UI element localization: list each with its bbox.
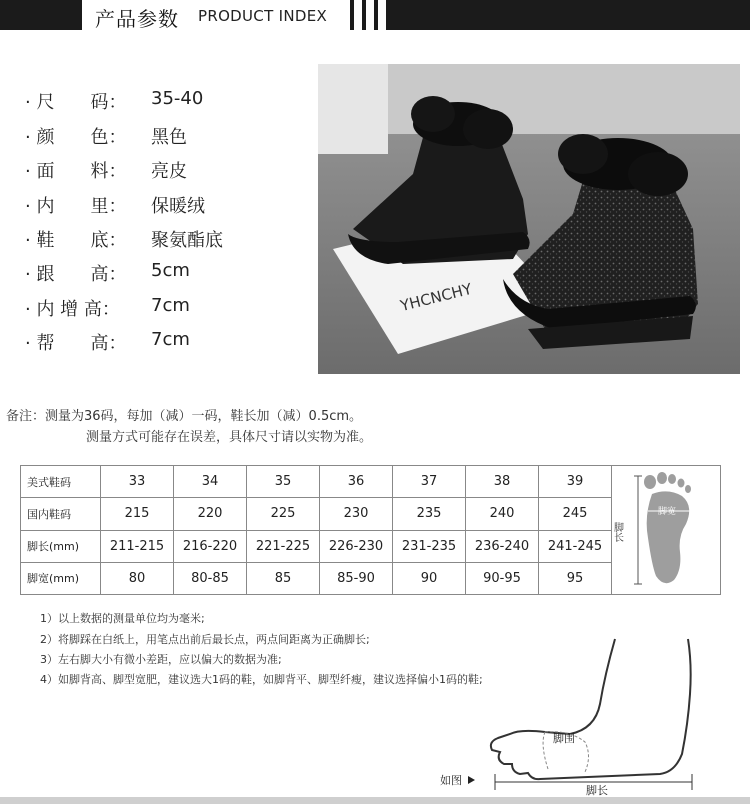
- table-cell: 215: [101, 498, 174, 530]
- spec-value: 5cm: [151, 260, 190, 281]
- table-cell: 211-215: [101, 530, 174, 562]
- table-cell: 216-220: [174, 530, 247, 562]
- spec-label: · 面 料：: [25, 161, 127, 182]
- bottom-bar: [0, 797, 750, 804]
- table-cell: 90-95: [466, 562, 539, 594]
- table-cell: 85-90: [320, 562, 393, 594]
- row-header: 脚长(mm): [21, 530, 101, 562]
- foot-measure-illustration: [612, 466, 721, 595]
- foot-outline: [491, 639, 691, 779]
- table-row: [21, 466, 721, 498]
- foot-length-label: 脚长: [612, 522, 623, 542]
- row-header: 美式鞋码: [21, 466, 101, 498]
- foot-diagram: [420, 634, 720, 797]
- table-cell: 39: [539, 466, 612, 498]
- table-cell: 221-225: [247, 530, 320, 562]
- instruction-item: 3）左右脚大小有微小差距，应以偏大的数据为准;: [40, 653, 282, 666]
- table-cell: 37: [393, 466, 466, 498]
- product-photo: [318, 64, 740, 374]
- table-cell: 241-245: [539, 530, 612, 562]
- table-cell: 235: [393, 498, 466, 530]
- foot-width-label: 脚宽: [658, 507, 677, 517]
- note-line-1: 备注：测量为36码，每加（减）一码，鞋长加（减）0.5cm。: [6, 409, 363, 424]
- spec-value: 35-40: [151, 88, 204, 109]
- diagram-length-label: 脚长: [586, 784, 608, 797]
- table-cell: 226-230: [320, 530, 393, 562]
- size-table: [20, 465, 721, 595]
- foot-circumference-label: 脚围: [553, 732, 575, 745]
- note-line-2: 测量方式可能存在误差，具体尺寸请以实物为准。: [86, 430, 373, 445]
- table-cell: 236-240: [466, 530, 539, 562]
- table-cell: 38: [466, 466, 539, 498]
- table-cell: 230: [320, 498, 393, 530]
- table-cell: 35: [247, 466, 320, 498]
- header-stripe: [374, 0, 378, 30]
- table-cell: 85: [247, 562, 320, 594]
- row-header: 脚宽(mm): [21, 562, 101, 594]
- table-cell: 90: [393, 562, 466, 594]
- box-brand-text: YHCNCHY: [398, 279, 474, 315]
- spec-label: · 跟 高：: [25, 264, 127, 285]
- spec-value: 亮皮: [151, 161, 187, 182]
- spec-value: 保暖绒: [151, 196, 205, 217]
- table-cell: 240: [466, 498, 539, 530]
- table-cell: 225: [247, 498, 320, 530]
- table-cell: 220: [174, 498, 247, 530]
- table-cell: 34: [174, 466, 247, 498]
- table-cell: 95: [539, 562, 612, 594]
- instruction-item: 2）将脚踩在白纸上，用笔点出前后最长点，两点间距离为正确脚长;: [40, 633, 370, 646]
- header-bar-right: [386, 0, 750, 30]
- header-stripe: [350, 0, 354, 30]
- table-cell: 245: [539, 498, 612, 530]
- header-stripe: [362, 0, 366, 30]
- row-header: 国内鞋码: [21, 498, 101, 530]
- spec-label: · 内 里：: [25, 196, 127, 217]
- boots-illustration: [318, 64, 740, 374]
- spec-label: · 帮 高：: [25, 333, 127, 354]
- table-cell: 231-235: [393, 530, 466, 562]
- arrow-icon: [468, 776, 475, 784]
- spec-value: 7cm: [151, 329, 190, 350]
- table-cell: 80: [101, 562, 174, 594]
- spec-value: 聚氨酯底: [151, 230, 223, 251]
- table-cell: 33: [101, 466, 174, 498]
- spec-value: 7cm: [151, 295, 190, 316]
- table-cell: 36: [320, 466, 393, 498]
- spec-label: · 尺 码：: [25, 92, 127, 113]
- as-shown-label: 如图: [440, 774, 462, 787]
- instruction-item: 4）如脚背高、脚型宽肥，建议选大1码的鞋，如脚背平、脚型纤瘦，建议选择偏小1码的鞋;: [40, 673, 483, 686]
- spec-label: · 颜 色：: [25, 127, 127, 148]
- header-bar-left: [0, 0, 82, 30]
- header-title: 产品参数: [95, 7, 179, 31]
- table-cell: 80-85: [174, 562, 247, 594]
- instruction-item: 1）以上数据的测量单位均为毫米;: [40, 612, 205, 625]
- header-subtitle: PRODUCT INDEX: [198, 7, 328, 25]
- footprint-icon: [612, 466, 720, 590]
- spec-label: · 鞋 底：: [25, 230, 127, 251]
- spec-label: · 内 增 高：: [25, 299, 120, 320]
- spec-value: 黑色: [151, 127, 187, 148]
- page-header: [0, 0, 750, 30]
